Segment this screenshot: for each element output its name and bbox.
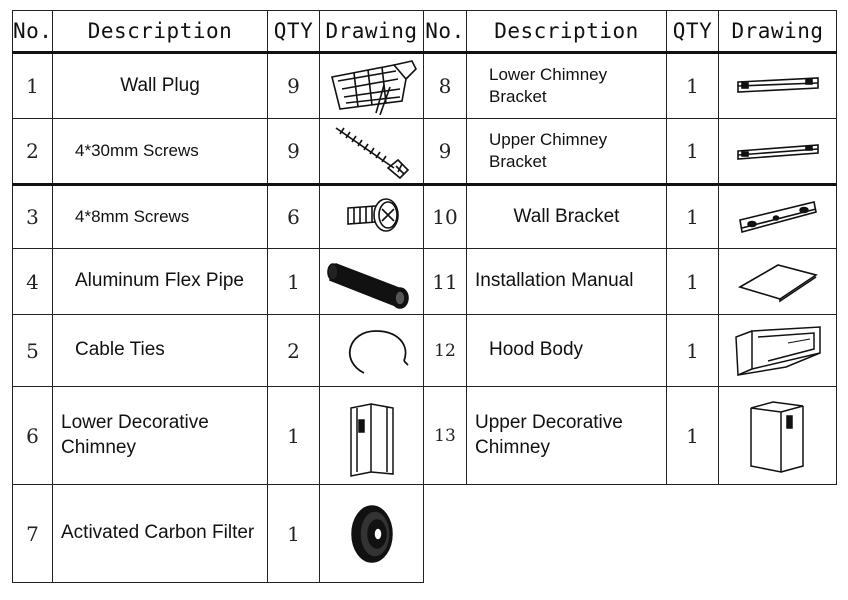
part-quantity: 1 xyxy=(667,53,719,119)
header-description: Description xyxy=(467,11,667,53)
table-row xyxy=(13,53,837,119)
part-number: 6 xyxy=(13,387,53,485)
part-number: 5 xyxy=(13,315,53,387)
header-row xyxy=(13,11,837,53)
part-quantity: 9 xyxy=(268,119,320,185)
short-screw-icon xyxy=(324,192,420,242)
manual-icon xyxy=(730,259,826,305)
part-drawing xyxy=(719,249,837,315)
part-number: 9 xyxy=(424,119,467,185)
header-drawing: Drawing xyxy=(320,11,424,53)
part-drawing xyxy=(320,485,424,583)
header-drawing: Drawing xyxy=(719,11,837,53)
header-no: No. xyxy=(424,11,467,53)
part-drawing xyxy=(719,315,837,387)
part-number: 4 xyxy=(13,249,53,315)
table-row xyxy=(13,387,837,485)
part-description: Lower Decorative Chimney xyxy=(53,387,268,485)
part-number: 11 xyxy=(424,249,467,315)
part-number: 7 xyxy=(13,485,53,583)
part-number: 1 xyxy=(13,53,53,119)
part-drawing xyxy=(320,119,424,185)
empty-cell xyxy=(424,485,837,583)
header-qty: QTY xyxy=(667,11,719,53)
part-number: 3 xyxy=(13,185,53,249)
part-description: Upper Decorative Chimney xyxy=(467,387,667,485)
table-row xyxy=(13,315,837,387)
part-number: 10 xyxy=(424,185,467,249)
part-drawing xyxy=(320,53,424,119)
part-description: Upper Chimney Bracket xyxy=(467,119,667,185)
part-quantity: 1 xyxy=(268,387,320,485)
part-description: 4*30mm Screws xyxy=(53,119,268,185)
part-quantity: 1 xyxy=(667,185,719,249)
carbon-filter-icon xyxy=(342,497,402,571)
part-drawing xyxy=(719,53,837,119)
part-description: Lower Chimney Bracket xyxy=(467,53,667,119)
part-number: 13 xyxy=(424,387,467,485)
part-drawing xyxy=(719,387,837,485)
upper-chimney-icon xyxy=(743,394,813,478)
table-row xyxy=(13,119,837,185)
part-description: Wall Plug xyxy=(53,53,268,119)
hood-body-icon xyxy=(728,323,828,379)
part-quantity: 6 xyxy=(268,185,320,249)
part-description: Hood Body xyxy=(467,315,667,387)
part-description: Cable Ties xyxy=(53,315,268,387)
lower-chimney-icon xyxy=(337,394,407,478)
lower-chimney-bracket-icon xyxy=(730,66,826,106)
part-drawing xyxy=(320,387,424,485)
part-quantity: 1 xyxy=(667,315,719,387)
part-quantity: 1 xyxy=(667,119,719,185)
part-quantity: 1 xyxy=(667,387,719,485)
upper-chimney-bracket-icon xyxy=(730,131,826,171)
header-no: No. xyxy=(13,11,53,53)
part-quantity: 1 xyxy=(268,249,320,315)
part-quantity: 2 xyxy=(268,315,320,387)
part-drawing xyxy=(719,119,837,185)
part-description: 4*8mm Screws xyxy=(53,185,268,249)
part-description: Aluminum Flex Pipe xyxy=(53,249,268,315)
cable-tie-icon xyxy=(324,321,420,381)
wall-plug-icon xyxy=(324,57,420,115)
part-number: 2 xyxy=(13,119,53,185)
part-drawing xyxy=(320,185,424,249)
header-description: Description xyxy=(53,11,268,53)
part-quantity: 9 xyxy=(268,53,320,119)
header-qty: QTY xyxy=(268,11,320,53)
wall-bracket-icon xyxy=(730,194,826,240)
table-row xyxy=(13,249,837,315)
part-description: Wall Bracket xyxy=(467,185,667,249)
part-quantity: 1 xyxy=(667,249,719,315)
flex-pipe-icon xyxy=(324,254,420,310)
part-quantity: 1 xyxy=(268,485,320,583)
part-number: 8 xyxy=(424,53,467,119)
table-row xyxy=(13,485,837,583)
parts-list-table xyxy=(12,10,837,583)
part-description: Installation Manual xyxy=(467,249,667,315)
table-row xyxy=(13,185,837,249)
part-drawing xyxy=(320,249,424,315)
part-description: Activated Carbon Filter xyxy=(53,485,268,583)
part-drawing xyxy=(719,185,837,249)
part-drawing xyxy=(320,315,424,387)
part-number: 12 xyxy=(424,315,467,387)
long-screw-icon xyxy=(324,122,420,180)
